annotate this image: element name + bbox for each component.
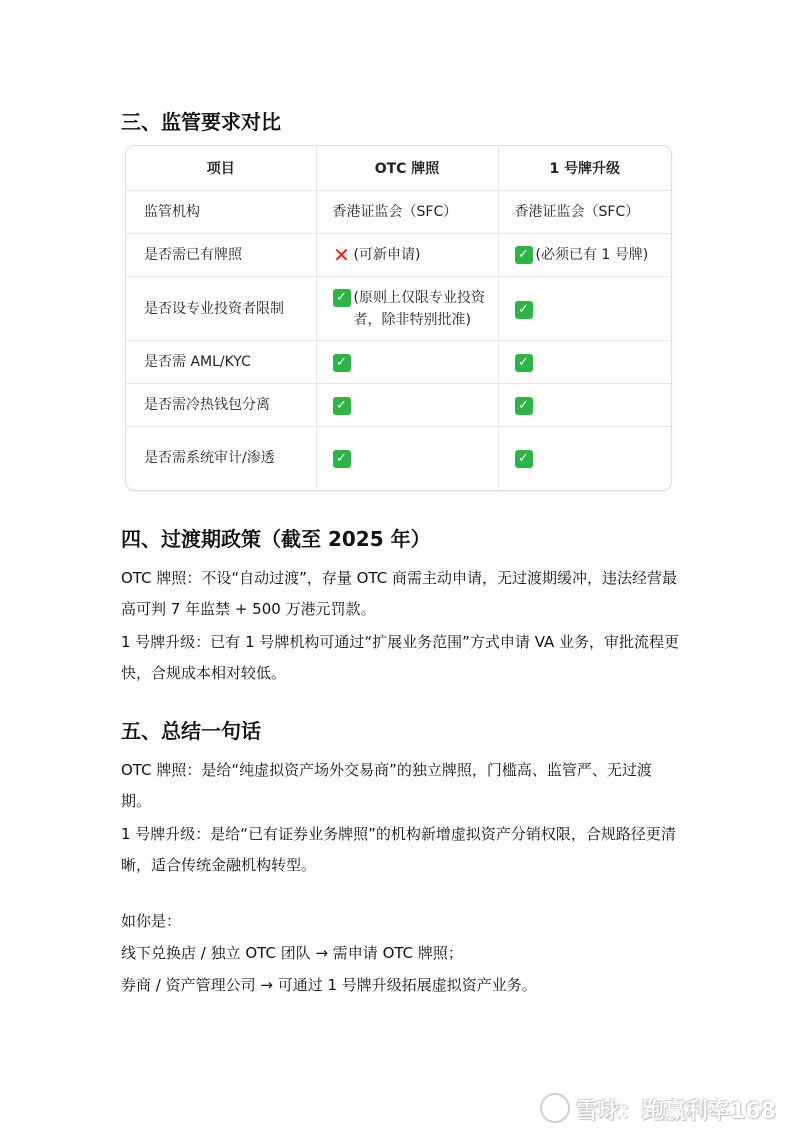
paragraph-type1-summary: 1 号牌升级：是给“已有证券业务牌照”的机构新增虚拟资产分销权限，合规路径更清晰，适合传统金融机构转型。 (121, 825, 676, 874)
table-row (126, 191, 671, 234)
check-mark-icon: ✓ (333, 450, 351, 468)
table-header-row (126, 146, 671, 191)
cross-mark-icon: ✕ (333, 243, 350, 267)
cell-item: 是否需 AML/KYC (126, 341, 316, 384)
cell-otc (316, 191, 498, 234)
cell-otc (316, 341, 498, 384)
check-mark-icon: ✓ (515, 301, 533, 319)
column-header-type1: 1 号牌升级 (498, 146, 671, 191)
check-mark-icon: ✓ (333, 397, 351, 415)
cell-item: 是否设专业投资者限制 (126, 277, 316, 341)
table-row (126, 427, 671, 489)
section-title-transition: 四、过渡期政策（截至 2025 年） (121, 527, 431, 551)
summary-line-type1: 券商 / 资产管理公司 → 可通过 1 号牌升级拓展虚拟资产业务。 (121, 976, 537, 994)
cell-type1 (498, 277, 671, 341)
table-row (126, 277, 671, 341)
paragraph-otc-summary: OTC 牌照：是给“纯虚拟资产场外交易商”的独立牌照，门槛高、监管严、无过渡期。 (121, 761, 652, 810)
cell-otc-text: 香港证监会（SFC） (332, 204, 458, 220)
watermark (540, 1093, 776, 1125)
cell-type1-text: 香港证监会（SFC） (514, 204, 640, 220)
column-header-otc: OTC 牌照 (316, 146, 498, 191)
cell-otc (316, 427, 498, 489)
cell-type1-text: (必须已有 1 号牌) (535, 247, 649, 263)
cell-item: 是否需系统审计/渗透 (126, 427, 316, 489)
cell-item: 是否需冷热钱包分离 (126, 384, 316, 427)
column-header-item: 项目 (126, 146, 316, 191)
cell-type1 (498, 234, 671, 277)
cell-otc (316, 234, 498, 277)
paragraph-otc-transition: OTC 牌照：不设“自动过渡”，存量 OTC 商需主动申请，无过渡期缓冲，违法经营最高可判 7 年监禁 + 500 万港元罚款。 (121, 569, 677, 618)
watermark-text: 雪球：跑赢利率168 (576, 1099, 776, 1124)
xueqiu-logo-icon (540, 1093, 570, 1123)
check-mark-icon: ✓ (515, 354, 533, 372)
cell-otc (316, 277, 498, 341)
paragraph-type1-transition: 1 号牌升级：已有 1 号牌机构可通过“扩展业务范围”方式申请 VA 业务，审批流程更快，合规成本相对较低。 (121, 633, 680, 682)
summary-line-otc: 线下兑换店 / 独立 OTC 团队 → 需申请 OTC 牌照； (121, 944, 463, 962)
check-mark-icon: ✓ (515, 450, 533, 468)
check-mark-icon: ✓ (515, 246, 533, 264)
check-mark-icon: ✓ (333, 354, 351, 372)
cell-item: 是否需已有牌照 (126, 234, 316, 277)
section-title-regulation: 三、监管要求对比 (121, 110, 281, 134)
table-row (126, 384, 671, 427)
cell-type1 (498, 384, 671, 427)
cell-otc-text: (原则上仅限专业投资者，除非特别批准) (353, 289, 485, 328)
cell-type1 (498, 341, 671, 384)
cell-item: 监管机构 (126, 191, 316, 234)
comparison-table (125, 145, 672, 491)
section-title-summary: 五、总结一句话 (121, 719, 261, 743)
cell-type1 (498, 191, 671, 234)
cell-otc-text: (可新申请) (353, 247, 421, 263)
cell-type1 (498, 427, 671, 489)
cell-otc (316, 384, 498, 427)
check-mark-icon: ✓ (333, 289, 351, 307)
summary-intro: 如你是： (121, 912, 182, 930)
table-row (126, 234, 671, 277)
check-mark-icon: ✓ (515, 397, 533, 415)
table-row (126, 341, 671, 384)
